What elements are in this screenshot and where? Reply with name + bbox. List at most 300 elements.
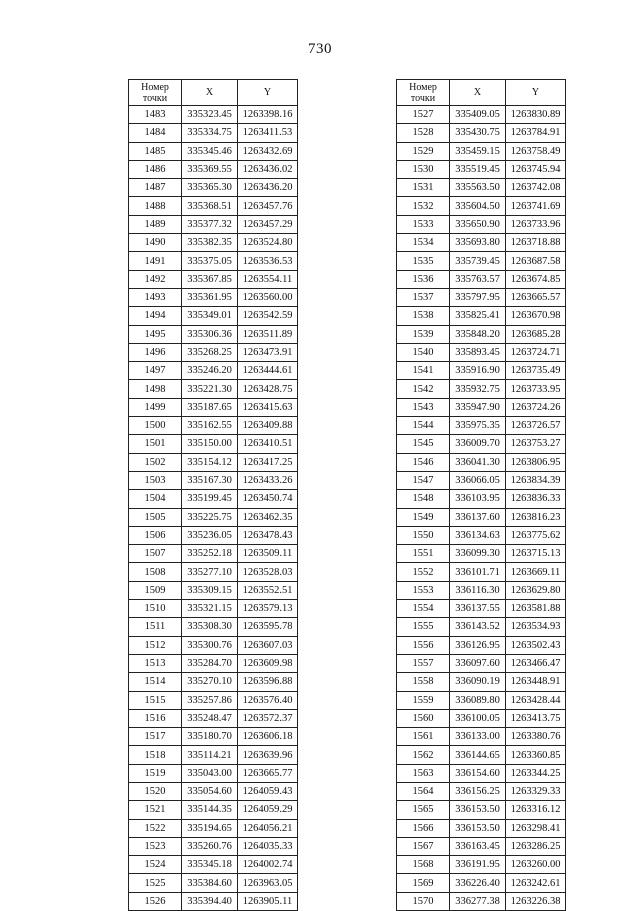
x-coordinate-cell: 335947.90 bbox=[450, 398, 506, 416]
table-row bbox=[129, 618, 298, 636]
x-coordinate-cell: 335763.57 bbox=[450, 270, 506, 288]
point-number-cell: 1551 bbox=[397, 545, 450, 563]
point-number-cell: 1561 bbox=[397, 728, 450, 746]
table-row bbox=[397, 490, 566, 508]
x-coordinate-cell: 335368.51 bbox=[182, 197, 238, 215]
point-number-cell: 1568 bbox=[397, 856, 450, 874]
x-coordinate-cell: 335893.45 bbox=[450, 343, 506, 361]
table-row bbox=[397, 526, 566, 544]
point-number-cell: 1562 bbox=[397, 746, 450, 764]
point-number-cell: 1559 bbox=[397, 691, 450, 709]
y-coordinate-cell: 1263457.76 bbox=[238, 197, 298, 215]
table-row bbox=[397, 709, 566, 727]
table-row bbox=[129, 380, 298, 398]
table-row bbox=[129, 563, 298, 581]
x-coordinate-cell: 336100.05 bbox=[450, 709, 506, 727]
table-row bbox=[397, 508, 566, 526]
x-coordinate-cell: 335150.00 bbox=[182, 435, 238, 453]
table-row bbox=[397, 837, 566, 855]
x-coordinate-cell: 335321.15 bbox=[182, 600, 238, 618]
y-coordinate-cell: 1263606.18 bbox=[238, 728, 298, 746]
table-row bbox=[397, 106, 566, 124]
point-number-cell: 1505 bbox=[129, 508, 182, 526]
x-coordinate-cell: 335367.85 bbox=[182, 270, 238, 288]
y-coordinate-cell: 1263473.91 bbox=[238, 343, 298, 361]
y-coordinate-cell: 1263380.76 bbox=[506, 728, 566, 746]
point-number-cell: 1517 bbox=[129, 728, 182, 746]
y-coordinate-cell: 1263560.00 bbox=[238, 288, 298, 306]
y-coordinate-cell: 1263413.75 bbox=[506, 709, 566, 727]
table-row bbox=[129, 471, 298, 489]
point-number-cell: 1548 bbox=[397, 490, 450, 508]
point-number-cell: 1497 bbox=[129, 362, 182, 380]
point-number-cell: 1518 bbox=[129, 746, 182, 764]
x-coordinate-cell: 335187.65 bbox=[182, 398, 238, 416]
table-row bbox=[397, 197, 566, 215]
y-coordinate-cell: 1263775.62 bbox=[506, 526, 566, 544]
point-number-cell: 1543 bbox=[397, 398, 450, 416]
y-coordinate-cell: 1263669.11 bbox=[506, 563, 566, 581]
x-coordinate-cell: 335323.45 bbox=[182, 106, 238, 124]
header-num-line1: Номер bbox=[141, 81, 169, 93]
table-row bbox=[397, 746, 566, 764]
point-number-cell: 1492 bbox=[129, 270, 182, 288]
point-number-cell: 1494 bbox=[129, 307, 182, 325]
table-row bbox=[129, 709, 298, 727]
y-coordinate-cell: 1263836.33 bbox=[506, 490, 566, 508]
y-coordinate-cell: 1263670.98 bbox=[506, 307, 566, 325]
x-coordinate-cell: 335361.95 bbox=[182, 288, 238, 306]
table-row bbox=[129, 728, 298, 746]
table-row bbox=[129, 179, 298, 197]
y-coordinate-cell: 1263639.96 bbox=[238, 746, 298, 764]
point-number-cell: 1563 bbox=[397, 764, 450, 782]
table-row bbox=[129, 270, 298, 288]
y-coordinate-cell: 1263596.88 bbox=[238, 673, 298, 691]
table-row bbox=[129, 288, 298, 306]
y-coordinate-cell: 1264035.33 bbox=[238, 837, 298, 855]
y-coordinate-cell: 1263316.12 bbox=[506, 801, 566, 819]
y-coordinate-cell: 1263536.53 bbox=[238, 252, 298, 270]
x-coordinate-cell: 335268.25 bbox=[182, 343, 238, 361]
y-coordinate-cell: 1263415.63 bbox=[238, 398, 298, 416]
table-row bbox=[129, 106, 298, 124]
y-coordinate-cell: 1263457.29 bbox=[238, 215, 298, 233]
x-coordinate-cell: 335604.50 bbox=[450, 197, 506, 215]
point-number-cell: 1525 bbox=[129, 874, 182, 892]
y-coordinate-cell: 1263444.61 bbox=[238, 362, 298, 380]
point-number-cell: 1504 bbox=[129, 490, 182, 508]
x-coordinate-cell: 335394.40 bbox=[182, 892, 238, 910]
table-row bbox=[129, 654, 298, 672]
x-coordinate-cell: 336137.60 bbox=[450, 508, 506, 526]
table-row bbox=[397, 252, 566, 270]
point-number-cell: 1566 bbox=[397, 819, 450, 837]
y-coordinate-cell: 1263417.25 bbox=[238, 453, 298, 471]
x-coordinate-cell: 335154.12 bbox=[182, 453, 238, 471]
table-row bbox=[397, 362, 566, 380]
x-coordinate-cell: 336277.38 bbox=[450, 892, 506, 910]
point-number-cell: 1512 bbox=[129, 636, 182, 654]
table-row bbox=[397, 728, 566, 746]
table-row bbox=[129, 600, 298, 618]
point-number-cell: 1493 bbox=[129, 288, 182, 306]
table-row bbox=[397, 179, 566, 197]
table-row bbox=[129, 142, 298, 160]
table-row bbox=[397, 270, 566, 288]
header-num-line2: точки bbox=[142, 92, 168, 104]
point-number-cell: 1552 bbox=[397, 563, 450, 581]
point-number-cell: 1553 bbox=[397, 581, 450, 599]
x-coordinate-cell: 335382.35 bbox=[182, 234, 238, 252]
y-coordinate-cell: 1263576.40 bbox=[238, 691, 298, 709]
table-row bbox=[397, 636, 566, 654]
point-number-header bbox=[129, 80, 182, 106]
y-coordinate-cell: 1263758.49 bbox=[506, 142, 566, 160]
x-coordinate-cell: 335248.47 bbox=[182, 709, 238, 727]
table-row bbox=[397, 325, 566, 343]
x-coordinate-cell: 336134.63 bbox=[450, 526, 506, 544]
y-coordinate-cell: 1263741.69 bbox=[506, 197, 566, 215]
x-coordinate-cell: 335430.75 bbox=[450, 124, 506, 142]
table-row bbox=[129, 819, 298, 837]
y-coordinate-cell: 1263528.03 bbox=[238, 563, 298, 581]
point-number-cell: 1514 bbox=[129, 673, 182, 691]
y-coordinate-cell: 1263509.11 bbox=[238, 545, 298, 563]
y-coordinate-cell: 1263830.89 bbox=[506, 106, 566, 124]
table-row bbox=[129, 435, 298, 453]
x-coordinate-cell: 336153.50 bbox=[450, 819, 506, 837]
table-row bbox=[397, 124, 566, 142]
x-coordinate-cell: 336066.05 bbox=[450, 471, 506, 489]
table-row bbox=[397, 545, 566, 563]
y-coordinate-cell: 1263411.53 bbox=[238, 124, 298, 142]
y-coordinate-cell: 1263572.37 bbox=[238, 709, 298, 727]
table-row bbox=[129, 215, 298, 233]
point-number-cell: 1541 bbox=[397, 362, 450, 380]
x-header: X bbox=[450, 80, 506, 106]
y-coordinate-cell: 1263478.43 bbox=[238, 526, 298, 544]
x-coordinate-cell: 335199.45 bbox=[182, 490, 238, 508]
x-coordinate-cell: 335277.10 bbox=[182, 563, 238, 581]
point-number-cell: 1509 bbox=[129, 581, 182, 599]
x-coordinate-cell: 335334.75 bbox=[182, 124, 238, 142]
table-row bbox=[397, 343, 566, 361]
x-coordinate-cell: 336226.40 bbox=[450, 874, 506, 892]
table-row bbox=[397, 600, 566, 618]
point-number-cell: 1527 bbox=[397, 106, 450, 124]
y-coordinate-cell: 1263448.91 bbox=[506, 673, 566, 691]
x-coordinate-cell: 336154.60 bbox=[450, 764, 506, 782]
x-coordinate-cell: 335308.30 bbox=[182, 618, 238, 636]
y-coordinate-cell: 1263579.13 bbox=[238, 600, 298, 618]
point-number-cell: 1564 bbox=[397, 782, 450, 800]
table-row bbox=[129, 325, 298, 343]
table-body-left bbox=[129, 106, 298, 911]
y-coordinate-cell: 1263432.69 bbox=[238, 142, 298, 160]
point-number-cell: 1565 bbox=[397, 801, 450, 819]
point-number-cell: 1550 bbox=[397, 526, 450, 544]
x-coordinate-cell: 335257.86 bbox=[182, 691, 238, 709]
x-coordinate-cell: 335300.76 bbox=[182, 636, 238, 654]
table-row bbox=[397, 307, 566, 325]
y-coordinate-cell: 1263344.25 bbox=[506, 764, 566, 782]
x-coordinate-cell: 336009.70 bbox=[450, 435, 506, 453]
point-number-cell: 1542 bbox=[397, 380, 450, 398]
point-number-cell: 1500 bbox=[129, 417, 182, 435]
table-row bbox=[397, 453, 566, 471]
y-coordinate-cell: 1263360.85 bbox=[506, 746, 566, 764]
x-coordinate-cell: 335225.75 bbox=[182, 508, 238, 526]
x-coordinate-cell: 335270.10 bbox=[182, 673, 238, 691]
y-coordinate-cell: 1263674.85 bbox=[506, 270, 566, 288]
table-row bbox=[129, 160, 298, 178]
point-number-cell: 1521 bbox=[129, 801, 182, 819]
point-number-cell: 1557 bbox=[397, 654, 450, 672]
table-row bbox=[129, 307, 298, 325]
x-coordinate-cell: 335260.76 bbox=[182, 837, 238, 855]
y-coordinate-cell: 1263724.26 bbox=[506, 398, 566, 416]
y-coordinate-cell: 1263462.35 bbox=[238, 508, 298, 526]
point-number-cell: 1495 bbox=[129, 325, 182, 343]
point-number-cell: 1545 bbox=[397, 435, 450, 453]
point-number-cell: 1569 bbox=[397, 874, 450, 892]
table-row bbox=[129, 526, 298, 544]
y-coordinate-cell: 1263554.11 bbox=[238, 270, 298, 288]
table-row bbox=[129, 691, 298, 709]
y-coordinate-cell: 1263433.26 bbox=[238, 471, 298, 489]
x-coordinate-cell: 335916.90 bbox=[450, 362, 506, 380]
table-row bbox=[397, 288, 566, 306]
y-coordinate-cell: 1263410.51 bbox=[238, 435, 298, 453]
x-coordinate-cell: 335309.15 bbox=[182, 581, 238, 599]
x-coordinate-cell: 336090.19 bbox=[450, 673, 506, 691]
point-number-cell: 1503 bbox=[129, 471, 182, 489]
table-row bbox=[397, 801, 566, 819]
point-number-cell: 1501 bbox=[129, 435, 182, 453]
x-coordinate-cell: 335167.30 bbox=[182, 471, 238, 489]
table-row bbox=[397, 563, 566, 581]
table-row bbox=[397, 142, 566, 160]
x-coordinate-cell: 335345.18 bbox=[182, 856, 238, 874]
x-coordinate-cell: 336133.00 bbox=[450, 728, 506, 746]
x-coordinate-cell: 335221.30 bbox=[182, 380, 238, 398]
header-num-line1: Номер bbox=[409, 81, 437, 93]
x-coordinate-cell: 335825.41 bbox=[450, 307, 506, 325]
y-coordinate-cell: 1263607.03 bbox=[238, 636, 298, 654]
table-row bbox=[397, 892, 566, 910]
y-coordinate-cell: 1263436.02 bbox=[238, 160, 298, 178]
table-row bbox=[397, 691, 566, 709]
x-coordinate-cell: 335375.05 bbox=[182, 252, 238, 270]
y-coordinate-cell: 1263524.80 bbox=[238, 234, 298, 252]
x-coordinate-cell: 335144.35 bbox=[182, 801, 238, 819]
table-row bbox=[129, 197, 298, 215]
table-row bbox=[397, 654, 566, 672]
y-coordinate-cell: 1263466.47 bbox=[506, 654, 566, 672]
table-row bbox=[129, 874, 298, 892]
point-number-cell: 1567 bbox=[397, 837, 450, 855]
table-row bbox=[397, 856, 566, 874]
y-coordinate-cell: 1263834.39 bbox=[506, 471, 566, 489]
y-coordinate-cell: 1263511.89 bbox=[238, 325, 298, 343]
point-number-cell: 1510 bbox=[129, 600, 182, 618]
x-coordinate-cell: 336116.30 bbox=[450, 581, 506, 599]
point-number-cell: 1484 bbox=[129, 124, 182, 142]
y-coordinate-cell: 1264059.43 bbox=[238, 782, 298, 800]
table-row bbox=[397, 673, 566, 691]
y-coordinate-cell: 1264059.29 bbox=[238, 801, 298, 819]
y-coordinate-cell: 1263226.38 bbox=[506, 892, 566, 910]
y-coordinate-cell: 1263735.49 bbox=[506, 362, 566, 380]
point-number-cell: 1523 bbox=[129, 837, 182, 855]
x-coordinate-cell: 336156.25 bbox=[450, 782, 506, 800]
point-number-cell: 1546 bbox=[397, 453, 450, 471]
y-coordinate-cell: 1263905.11 bbox=[238, 892, 298, 910]
x-coordinate-cell: 336153.50 bbox=[450, 801, 506, 819]
point-number-cell: 1516 bbox=[129, 709, 182, 727]
coordinates-table-left bbox=[128, 79, 298, 911]
table-header-row bbox=[129, 80, 298, 106]
table-row bbox=[129, 746, 298, 764]
table-row bbox=[129, 581, 298, 599]
point-number-cell: 1537 bbox=[397, 288, 450, 306]
y-coordinate-cell: 1263428.75 bbox=[238, 380, 298, 398]
y-coordinate-cell: 1263329.33 bbox=[506, 782, 566, 800]
y-coordinate-cell: 1263260.00 bbox=[506, 856, 566, 874]
x-coordinate-cell: 335739.45 bbox=[450, 252, 506, 270]
x-coordinate-cell: 335848.20 bbox=[450, 325, 506, 343]
y-coordinate-cell: 1263715.13 bbox=[506, 545, 566, 563]
x-coordinate-cell: 335306.36 bbox=[182, 325, 238, 343]
x-coordinate-cell: 336137.55 bbox=[450, 600, 506, 618]
x-coordinate-cell: 336101.71 bbox=[450, 563, 506, 581]
y-coordinate-cell: 1263595.78 bbox=[238, 618, 298, 636]
point-number-cell: 1508 bbox=[129, 563, 182, 581]
point-number-cell: 1555 bbox=[397, 618, 450, 636]
table-row bbox=[397, 234, 566, 252]
table-header-row bbox=[397, 80, 566, 106]
y-coordinate-cell: 1263409.88 bbox=[238, 417, 298, 435]
table-row bbox=[397, 435, 566, 453]
table-row bbox=[129, 417, 298, 435]
page-number: 730 bbox=[308, 41, 332, 57]
x-coordinate-cell: 335459.15 bbox=[450, 142, 506, 160]
x-coordinate-cell: 336103.95 bbox=[450, 490, 506, 508]
table-row bbox=[397, 380, 566, 398]
x-coordinate-cell: 336144.65 bbox=[450, 746, 506, 764]
table-row bbox=[397, 782, 566, 800]
point-number-cell: 1532 bbox=[397, 197, 450, 215]
y-coordinate-cell: 1263784.91 bbox=[506, 124, 566, 142]
point-number-cell: 1544 bbox=[397, 417, 450, 435]
point-number-cell: 1570 bbox=[397, 892, 450, 910]
table-row bbox=[129, 453, 298, 471]
y-coordinate-cell: 1263298.41 bbox=[506, 819, 566, 837]
point-number-cell: 1519 bbox=[129, 764, 182, 782]
x-coordinate-cell: 336126.95 bbox=[450, 636, 506, 654]
point-number-cell: 1498 bbox=[129, 380, 182, 398]
point-number-cell: 1540 bbox=[397, 343, 450, 361]
x-coordinate-cell: 335932.75 bbox=[450, 380, 506, 398]
point-number-cell: 1533 bbox=[397, 215, 450, 233]
point-number-cell: 1499 bbox=[129, 398, 182, 416]
point-number-cell: 1554 bbox=[397, 600, 450, 618]
y-coordinate-cell: 1263542.59 bbox=[238, 307, 298, 325]
point-number-cell: 1490 bbox=[129, 234, 182, 252]
x-coordinate-cell: 335975.35 bbox=[450, 417, 506, 435]
point-number-cell: 1528 bbox=[397, 124, 450, 142]
x-coordinate-cell: 335693.80 bbox=[450, 234, 506, 252]
point-number-cell: 1535 bbox=[397, 252, 450, 270]
x-coordinate-cell: 336099.30 bbox=[450, 545, 506, 563]
table-row bbox=[397, 819, 566, 837]
table-row bbox=[129, 636, 298, 654]
table-row bbox=[129, 362, 298, 380]
point-number-cell: 1485 bbox=[129, 142, 182, 160]
point-number-cell: 1520 bbox=[129, 782, 182, 800]
point-number-cell: 1560 bbox=[397, 709, 450, 727]
y-coordinate-cell: 1263718.88 bbox=[506, 234, 566, 252]
x-coordinate-cell: 335365.30 bbox=[182, 179, 238, 197]
x-coordinate-cell: 336041.30 bbox=[450, 453, 506, 471]
table-row bbox=[397, 471, 566, 489]
x-coordinate-cell: 335345.46 bbox=[182, 142, 238, 160]
point-number-cell: 1486 bbox=[129, 160, 182, 178]
x-coordinate-cell: 335054.60 bbox=[182, 782, 238, 800]
x-coordinate-cell: 335246.20 bbox=[182, 362, 238, 380]
y-coordinate-cell: 1263450.74 bbox=[238, 490, 298, 508]
point-number-cell: 1524 bbox=[129, 856, 182, 874]
table-row bbox=[129, 508, 298, 526]
table-row bbox=[129, 782, 298, 800]
table-row bbox=[397, 160, 566, 178]
x-coordinate-cell: 335194.65 bbox=[182, 819, 238, 837]
x-coordinate-cell: 335180.70 bbox=[182, 728, 238, 746]
y-coordinate-cell: 1263733.96 bbox=[506, 215, 566, 233]
y-coordinate-cell: 1264056.21 bbox=[238, 819, 298, 837]
table-row bbox=[397, 398, 566, 416]
x-coordinate-cell: 335797.95 bbox=[450, 288, 506, 306]
x-coordinate-cell: 335409.05 bbox=[450, 106, 506, 124]
table-row bbox=[129, 490, 298, 508]
point-number-cell: 1556 bbox=[397, 636, 450, 654]
table-row bbox=[129, 398, 298, 416]
y-header: Y bbox=[506, 80, 566, 106]
y-coordinate-cell: 1263685.28 bbox=[506, 325, 566, 343]
point-number-cell: 1513 bbox=[129, 654, 182, 672]
x-coordinate-cell: 335650.90 bbox=[450, 215, 506, 233]
table-row bbox=[129, 673, 298, 691]
point-number-cell: 1526 bbox=[129, 892, 182, 910]
x-coordinate-cell: 335236.05 bbox=[182, 526, 238, 544]
point-number-cell: 1539 bbox=[397, 325, 450, 343]
point-number-cell: 1558 bbox=[397, 673, 450, 691]
point-number-cell: 1531 bbox=[397, 179, 450, 197]
point-number-cell: 1534 bbox=[397, 234, 450, 252]
table-row bbox=[397, 417, 566, 435]
point-number-cell: 1549 bbox=[397, 508, 450, 526]
table-row bbox=[129, 837, 298, 855]
y-coordinate-cell: 1263534.93 bbox=[506, 618, 566, 636]
point-number-cell: 1487 bbox=[129, 179, 182, 197]
y-coordinate-cell: 1263502.43 bbox=[506, 636, 566, 654]
x-coordinate-cell: 335563.50 bbox=[450, 179, 506, 197]
table-row bbox=[129, 892, 298, 910]
point-number-cell: 1536 bbox=[397, 270, 450, 288]
table-row bbox=[129, 234, 298, 252]
x-coordinate-cell: 335252.18 bbox=[182, 545, 238, 563]
